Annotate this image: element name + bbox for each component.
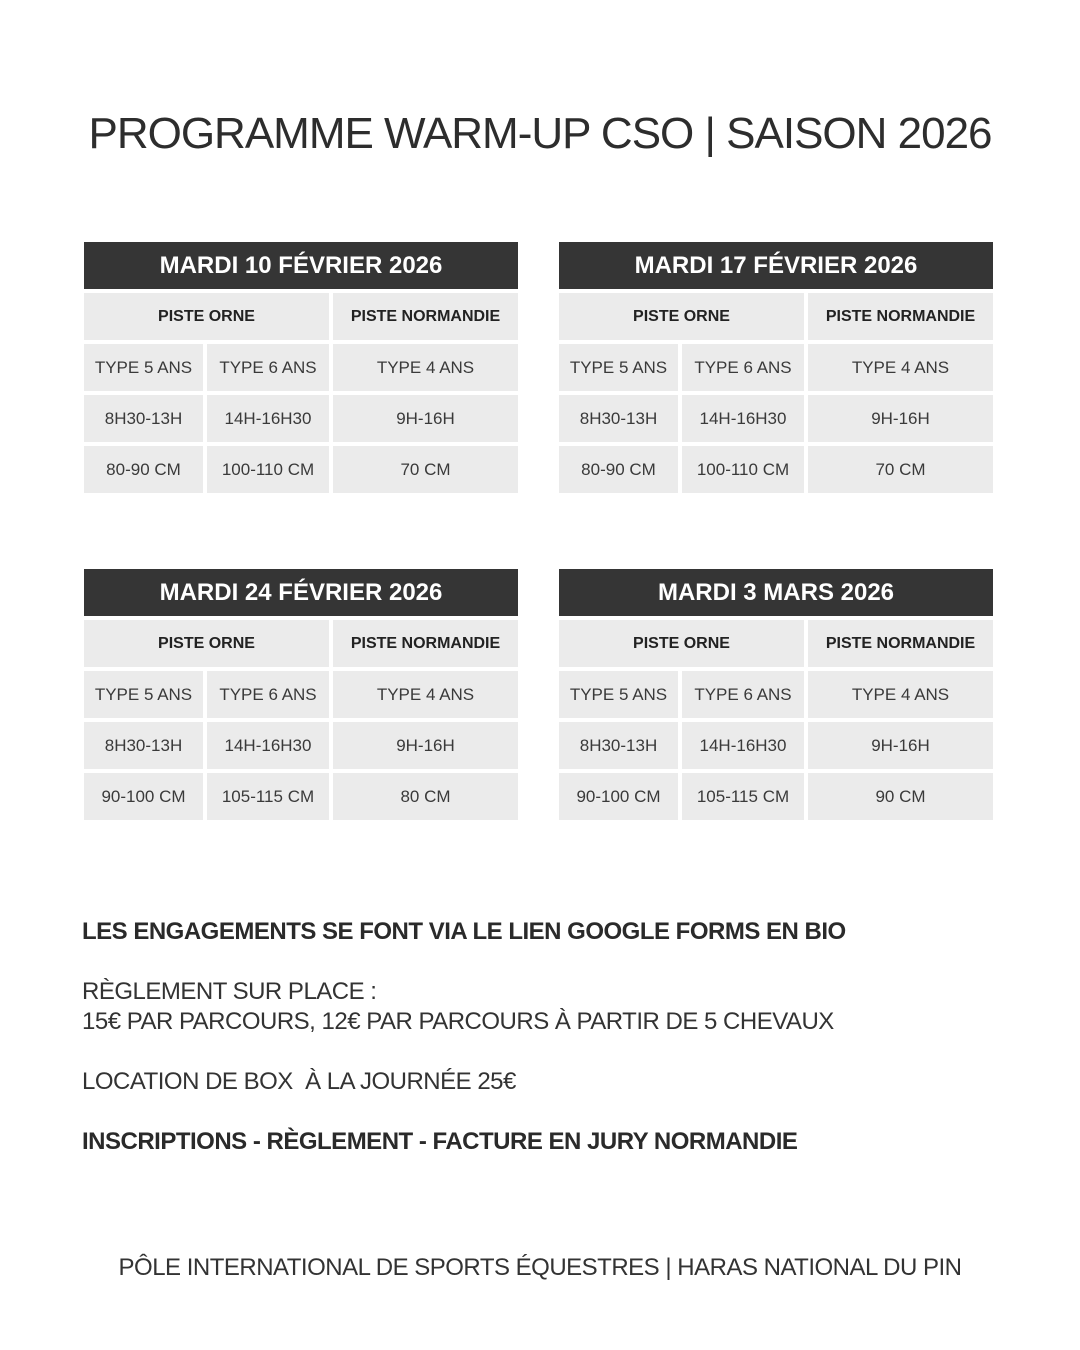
- hours-cell: 8H30-13H: [84, 722, 203, 769]
- table-row: [559, 293, 993, 340]
- hours-cell: 8H30-13H: [559, 395, 678, 442]
- type-cell: TYPE 6 ANS: [682, 671, 804, 718]
- schedule-table: [84, 569, 518, 820]
- reglement-prices: 15€ PAR PARCOURS, 12€ PAR PARCOURS À PARTIR DE 5 CHEVAUX: [82, 1008, 834, 1035]
- type-cell: TYPE 5 ANS: [84, 671, 203, 718]
- piste-normandie-header: PISTE NORMANDIE: [333, 293, 518, 340]
- table-row: [559, 671, 993, 718]
- piste-normandie-header: PISTE NORMANDIE: [808, 293, 993, 340]
- type-cell: TYPE 6 ANS: [682, 344, 804, 391]
- hours-cell: 14H-16H30: [207, 722, 329, 769]
- height-cell: 80-90 CM: [559, 446, 678, 493]
- table-row: [84, 446, 518, 493]
- footer: PÔLE INTERNATIONAL DE SPORTS ÉQUESTRES | HARAS NATIONAL DU PIN: [118, 1254, 962, 1281]
- table-row: [559, 395, 993, 442]
- height-cell: 90-100 CM: [559, 773, 678, 820]
- schedule-table: [84, 242, 518, 493]
- hours-cell: 9H-16H: [333, 722, 518, 769]
- table-row: [559, 620, 993, 667]
- hours-cell: 14H-16H30: [682, 395, 804, 442]
- piste-orne-header: PISTE ORNE: [559, 620, 804, 667]
- table-date-header: MARDI 3 MARS 2026: [559, 569, 993, 616]
- hours-cell: 8H30-13H: [559, 722, 678, 769]
- piste-orne-header: PISTE ORNE: [559, 293, 804, 340]
- table-row: [84, 671, 518, 718]
- table-row: [84, 344, 518, 391]
- table-date-header: MARDI 10 FÉVRIER 2026: [84, 242, 518, 289]
- hours-cell: 9H-16H: [808, 395, 993, 442]
- piste-normandie-header: PISTE NORMANDIE: [333, 620, 518, 667]
- height-cell: 105-115 CM: [682, 773, 804, 820]
- box-rental-text: LOCATION DE BOX À LA JOURNÉE 25€: [82, 1068, 516, 1095]
- type-cell: TYPE 6 ANS: [207, 344, 329, 391]
- table-row: [559, 722, 993, 769]
- table-row: [559, 446, 993, 493]
- table-row: [84, 722, 518, 769]
- type-cell: TYPE 5 ANS: [559, 344, 678, 391]
- height-cell: 90 CM: [808, 773, 993, 820]
- type-cell: TYPE 4 ANS: [333, 671, 518, 718]
- type-cell: TYPE 4 ANS: [808, 671, 993, 718]
- table-row: [84, 395, 518, 442]
- piste-orne-header: PISTE ORNE: [84, 620, 329, 667]
- height-cell: 100-110 CM: [207, 446, 329, 493]
- table-row: [84, 773, 518, 820]
- type-cell: TYPE 6 ANS: [207, 671, 329, 718]
- height-cell: 90-100 CM: [84, 773, 203, 820]
- hours-cell: 9H-16H: [808, 722, 993, 769]
- reglement-title: RÈGLEMENT SUR PLACE :: [82, 978, 377, 1005]
- height-cell: 80-90 CM: [84, 446, 203, 493]
- table-row: [559, 344, 993, 391]
- type-cell: TYPE 5 ANS: [84, 344, 203, 391]
- piste-orne-header: PISTE ORNE: [84, 293, 329, 340]
- height-cell: 70 CM: [333, 446, 518, 493]
- height-cell: 70 CM: [808, 446, 993, 493]
- hours-cell: 8H30-13H: [84, 395, 203, 442]
- table-date-header: MARDI 17 FÉVRIER 2026: [559, 242, 993, 289]
- table-date-header: MARDI 24 FÉVRIER 2026: [84, 569, 518, 616]
- hours-cell: 14H-16H30: [682, 722, 804, 769]
- inscriptions-text: INSCRIPTIONS - RÈGLEMENT - FACTURE EN JURY NORMANDIE: [82, 1128, 798, 1155]
- schedule-table: [559, 242, 993, 493]
- type-cell: TYPE 5 ANS: [559, 671, 678, 718]
- page-title: PROGRAMME WARM-UP CSO | SAISON 2026: [88, 109, 992, 158]
- height-cell: 80 CM: [333, 773, 518, 820]
- type-cell: TYPE 4 ANS: [808, 344, 993, 391]
- type-cell: TYPE 4 ANS: [333, 344, 518, 391]
- schedule-table: [559, 569, 993, 820]
- hours-cell: 9H-16H: [333, 395, 518, 442]
- piste-normandie-header: PISTE NORMANDIE: [808, 620, 993, 667]
- table-row: [84, 620, 518, 667]
- hours-cell: 14H-16H30: [207, 395, 329, 442]
- table-row: [84, 293, 518, 340]
- table-row: [559, 773, 993, 820]
- engagements-text: LES ENGAGEMENTS SE FONT VIA LE LIEN GOOGLE FORMS EN BIO: [82, 918, 846, 945]
- height-cell: 100-110 CM: [682, 446, 804, 493]
- height-cell: 105-115 CM: [207, 773, 329, 820]
